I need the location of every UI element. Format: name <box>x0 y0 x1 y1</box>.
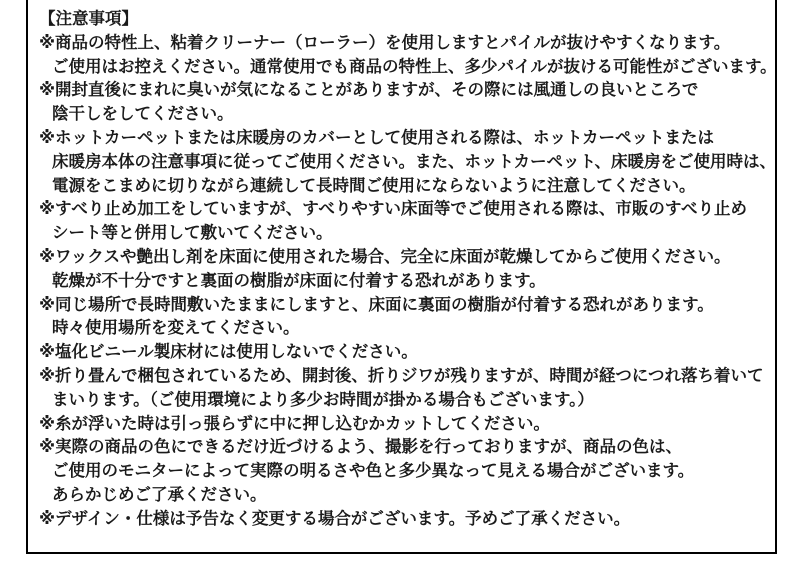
notice-line: ※塩化ビニール製床材には使用しないでください。 <box>39 343 418 362</box>
notice-line: あらかじめご了承ください。 <box>52 485 267 504</box>
notice-line: ※開封直後にまれに臭いが気になることがありますが、その際には風通しの良いところで <box>39 81 699 100</box>
notice-box <box>26 0 777 554</box>
notice-line: ※ワックスや艶出し剤を床面に使用された場合、完全に床面が乾燥してからご使用ください。 <box>39 247 731 266</box>
notice-line: ※すべり止め加工をしていますが、すべりやすい床面等でご使用される際は、市販のすべり止め <box>39 200 748 219</box>
notice-title: 【注意事項】 <box>39 10 138 28</box>
notice-line: 陰干しをしてください。 <box>52 105 234 124</box>
notice-line: シート等と併用して敷いてください。 <box>52 224 333 243</box>
notice-content <box>28 0 775 532</box>
notice-line: まいります。（ご使用環境により多少お時間が掛かる場合もございます。） <box>52 390 594 409</box>
notice-line: ※実際の商品の色にできるだけ近づけるよう、撮影を行っておりますが、商品の色は、 <box>39 438 683 457</box>
notice-line: ご使用のモニターによって実際の明るさや色と多少異なって見える場合がございます。 <box>52 462 695 481</box>
notice-line: 乾燥が不十分ですと裏面の樹脂が床面に付着する恐れがあります。 <box>52 271 546 290</box>
notice-line: 電源をこまめに切りながら連続して長時間ご使用にならないように注意してください。 <box>52 176 696 195</box>
notice-line: ※ホットカーペットまたは床暖房のカバーとして使用される際は、ホットカーペットまたは <box>39 128 715 147</box>
notice-line: 床暖房本体の注意事項に従ってご使用ください。また、ホットカーペット、床暖房をご使用時は、 <box>52 152 777 171</box>
notice-line: 時々使用場所を変えてください。 <box>52 319 300 338</box>
notice-line: ご使用はお控えください。通常使用でも商品の特性上、多少パイルが抜ける可能性がございます。 <box>52 57 777 76</box>
notice-line: ※同じ場所で長時間敷いたままにしますと、床面に裏面の樹脂が付着する恐れがあります。 <box>39 295 714 314</box>
notice-line: ※糸が浮いた時は引っ張らずに中に押し込むかカットしてください。 <box>39 414 550 433</box>
notice-line: ※折り畳んで梱包されているため、開封後、折りジワが残りますが、時間が経つにつれ落ち着いて <box>39 366 764 385</box>
notice-line: ※商品の特性上、粘着クリーナー（ローラー）を使用しますとパイルが抜けやすくなります。 <box>39 33 731 52</box>
notice-line: ※デザイン・仕様は予告なく変更する場合がございます。予めご了承ください。 <box>39 509 631 528</box>
